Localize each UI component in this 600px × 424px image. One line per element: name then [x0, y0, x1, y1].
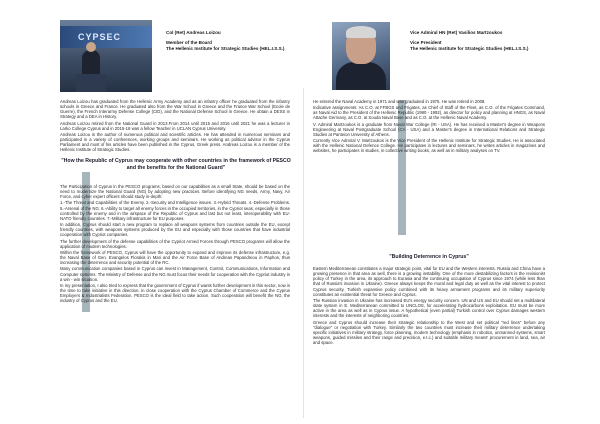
left-person-name: Col (Ret) Andreas Loizou — [166, 30, 221, 35]
podium — [76, 74, 106, 92]
left-body-paragraph: Within the framework of PESCO, Cyprus will have the opportunity to expand and improve its defense infrastructure, e.g. the Naval Base of Gen. Evangelos Florakis in Mari and the Air Force Base of Andreas Papandreou in Paphos, thus increasing the deterrence and security potential of the RC. — [60, 249, 290, 266]
left-person-institute: The Hellenic Institute for Strategic Studies (HEL.I.S.S.) — [166, 46, 285, 52]
right-bio — [313, 99, 545, 155]
right-person-institute: The Hellenic Institute for Strategic Studies (HEL.I.S.S.) — [410, 46, 529, 52]
left-bio-paragraph: Andreas Loizou retired from the National Guard in 2013.From 2014 until 2015 and 2016 until 2021 he was a lecturer in Larko College Cyprus and in 2015-16 was a fellow Teacher in UCLAN Cyprus University. — [60, 120, 290, 131]
left-bio-paragraph: Andreas Loizou is the author of numerous political and scientific articles. He has attended in numerous seminars and participated in a variety of conferences, working groups and seminars. He working as political advisor in the Cyprus Parliament and most of his articles have been published in the Cyprus, Greek press. Andreas Loizou is a member of the Hellenic Institute of Strategic Studies. — [60, 131, 290, 153]
left-bio-paragraph: Andreas Loizou has graduated from the Hellenic Army Academy and as an infantry officer he graduated from the infantry schools in Greece and France. He graduated also from the War School in Greece and the France War School (Ecole de Guerre), the French Interarmy Defense College (CID), and the National Defense School in Greece. He obtain a DESS in Strategy and a DEA in History. — [60, 99, 290, 120]
right-body-paragraph: The Russian invasion in Ukraine has increased EU's energy security concern. UN and US and EU should set a multilateral state system in E. Mediterranean committed to UNCLOS, for accelerating hydrocarbons exploitation. EU must be more active in the area as well as in Cyprus issue. A hypothetical (even partial) Turkish control over Cyprus damages western interests and the interests of neighboring countries. — [313, 297, 545, 319]
speaker-photo-loizou — [60, 20, 152, 92]
left-caption — [166, 30, 284, 53]
right-article-body — [313, 266, 545, 346]
left-article-title: "How the Republic of Cyprus may cooperate with other countries in the framework of PESCO and the benefits for the National Guard" — [61, 158, 291, 171]
speaker-hair — [346, 26, 376, 38]
right-body-paragraph: Eastern Mediterranean constitutes a major strategic point, vital for EU and the Western interests. Russia and China have a growing presence in that area as well, there is a growing instability. One of the more destabilizing factors is the revisionist policy of Turkey in the area, its approach to Eurasia and the continuing occupation of Cyprus since 1974 (while less than that of Russia's invasion in Ukraine). Greece always keeps the moral and legal duty as well as the vital interest to protect Cyprus security. Turkish expansive policy combined with its heavy armament programs and its military superiority constitutes an existential threat for Greece and Cyprus. — [313, 266, 545, 297]
left-body-paragraph: 1.-The Threat and Capabilities of the Enemy. 2.-Security and Intelligence issues. 3.-Hybrid Threats. 4.-Defense Problems. 5.-Arsenal of the NG. 6.-Ability to target all enemy forces in the occupied territories, in the Cypriot seas, especially in those controlled by the enemy and in the airspace of the Republic of Cyprus and last but not least, interoperability with EU-NATO friendly countries. 7.-Military infrastructure for EU purposes. — [60, 200, 290, 221]
left-bio — [60, 99, 290, 154]
right-caption — [410, 30, 528, 53]
column-divider — [303, 88, 304, 418]
left-body-paragraph: The further development of the defense capabilities of the Cypriot Armed Forces through PESCO programs will allow the application of modern technologies. — [60, 238, 290, 249]
right-body-paragraph: Greece and Cyprus should increase their strategic relationship to the West and set political "red lines" before any "dialogue" or negotiation with Turkey. Similarly the two countries must increase their military deterrence undertaking specific initiatives in military strategy, force planning, modern technology (emphasis in robotics, unmanned systems, smart weapons, guided missiles and their range and precision, e.t.c.) and suitable military means' procurement in land, sea, air and space. — [313, 319, 545, 346]
speaker-suit — [336, 62, 386, 90]
speaker-head — [86, 42, 96, 52]
left-person-role: Member of the Board — [166, 40, 212, 46]
right-person-role: Vice President — [410, 40, 442, 46]
right-bio-paragraph: Currently Vice Admiral V. Martzoukos is the Vice President of the Hellenic Institute for Strategic Studies. He is associated with the Hellenic National Defence College. He participates in lectures and seminars, he writes articles in magazines and websites, he participates in studies, in collective writing books, as well as in military analyses on TV. — [313, 138, 545, 154]
right-bio-paragraph: He entered the Naval Academy in 1971 and was graduated in 1975. He was retired in 2008. — [313, 99, 486, 104]
left-body-paragraph: The Participation of Cyprus in the PESCO programs, based on our capabilities as a small State, should be based on the need to modernize the National Guard (NG) by adopting new practices. Before identifying NG needs, Army, Navy, Air Force, and cyber expert officers should study in-depth: — [60, 184, 290, 200]
left-body-paragraph: Many communication companies based in Cyprus can invest in Management, Control, Communications, Information and Computer systems. The Ministry of Defense and the NG must focus their needs for cooperation with the Cypriot industry in a win - win situation. — [60, 266, 290, 282]
left-body-paragraph: In my presentation, I also tried to express that the government of Cyprus if wants further development in this sector, now is the time to take initiative in this direction, in close cooperation with the Cyprus Chamber of Commerce and the Cyprus Employers & Industrialists Federation. PESCO is the ideal field to take action. Such cooperation will benefit the NG, the industry of Cyprus and the EU. — [60, 282, 290, 304]
left-body-paragraph: In addition, Cyprus should start a new program to replace all weapons systems from countries outside the EU, except friendly countries, with weapons systems produced by the EU and especially with those countries that have industrial cooperation with Cypriot companies. — [60, 222, 290, 238]
right-bio-paragraph: V. Admiral Martzoukos is a graduate from Naval War College (RI - USA). He has received a Master's degree in Weapons Engineering at Naval Postgraduate School (CA - USA) and a Master's degree in International Relations and Strategic Studies at Panteion University of Athens. — [313, 121, 545, 137]
left-article-body — [60, 184, 290, 304]
speaker-photo-martzoukos — [332, 22, 390, 90]
right-article-title: "Building Deterrence in Cyprus" — [389, 254, 469, 260]
right-person-name: Vice Admiral HN (Ret) Vasilios Martzoukos — [410, 30, 503, 35]
right-bio-paragraph: Indicative assignments: As C.O. at FFBGS and Frigates, as Chief of Staff of the Fleet, as C.O. of the Frigates Command, as Naval Aid to the President of the Hellenic Republic (1990 - 1992), as director for policy and planning at HNGS, as Naval Attache Germany, as C.O. at Souda Naval Base and as C.O. at the Hellenic Naval Academy. — [313, 105, 545, 121]
conference-banner: CYPSEC — [60, 26, 152, 48]
